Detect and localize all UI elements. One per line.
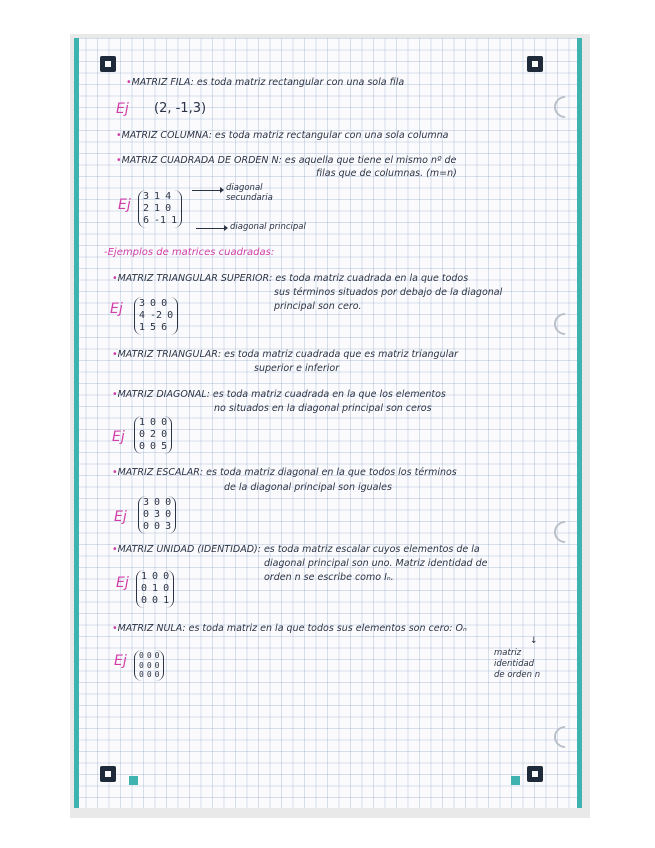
arrow-line <box>196 228 224 229</box>
nula-note-line1: matriz <box>494 648 522 658</box>
matrix-row: 0 1 0 <box>141 583 170 594</box>
matrix-row: 1 0 0 <box>139 417 168 428</box>
matrix-row: 3 0 0 <box>143 497 172 508</box>
matrix-row: 0 0 0 <box>139 660 160 670</box>
ej-label: Ej <box>112 429 125 445</box>
matriz-diagonal-example <box>134 416 172 454</box>
matriz-diagonal-definition: •MATRIZ DIAGONAL: es toda matriz cuadrada en la que los elementos <box>112 389 446 400</box>
matrix-row: 6 -1 1 <box>143 215 178 226</box>
matrix-row: 1 5 6 <box>139 322 168 333</box>
arrow-line <box>192 190 220 191</box>
matriz-escalar-example <box>138 496 176 534</box>
matriz-fila-example: (2, -1,3) <box>154 101 207 116</box>
matrix-row: 1 0 0 <box>141 571 170 582</box>
matriz-triangular-superior-definition: •MATRIZ TRIANGULAR SUPERIOR: es toda matriz cuadrada en la que todos <box>112 273 469 284</box>
matrix-row: 4 -2 0 <box>139 310 174 321</box>
teal-marker-bottom-left <box>129 776 138 785</box>
corner-marker-top-right <box>527 56 543 72</box>
matriz-fila-definition: •MATRIZ FILA: es toda matriz rectangular con una sola fila <box>126 77 405 88</box>
arrow-down-icon: ↓ <box>530 636 538 646</box>
ej-label: Ej <box>110 301 123 317</box>
matrix-row: 3 0 0 <box>139 298 168 309</box>
arrow-right-icon <box>220 187 224 193</box>
section-title: -Ejemplos de matrices cuadradas: <box>104 247 275 258</box>
corner-marker-bottom-right <box>527 766 543 782</box>
nula-note-line3: de orden n <box>494 670 541 680</box>
matriz-nula-example <box>134 650 164 681</box>
matrix-row: 0 0 5 <box>139 441 168 452</box>
matrix-row: 3 1 4 <box>143 191 172 202</box>
matrix-row: 0 0 0 <box>139 670 160 679</box>
matriz-unidad-line3: orden n se escribe como Iₙ. <box>264 572 394 583</box>
binder-ring-icon <box>549 721 580 752</box>
matrix-row: 0 3 0 <box>143 509 172 520</box>
diagonal-principal-label: diagonal principal <box>230 222 306 232</box>
corner-marker-bottom-left <box>100 766 116 782</box>
matriz-unidad-definition: •MATRIZ UNIDAD (IDENTIDAD): es toda matriz escalar cuyos elementos de la <box>112 544 480 555</box>
matrix-row: 0 2 0 <box>139 429 168 440</box>
ej-label: Ej <box>116 101 129 117</box>
matriz-unidad-line2: diagonal principal son uno. Matriz identidad de <box>264 558 488 569</box>
matriz-cuadrada-definition: •MATRIZ CUADRADA DE ORDEN N: es aquella que tiene el mismo nº de <box>116 155 457 166</box>
ej-label: Ej <box>116 575 129 591</box>
nula-note-line2: identidad <box>494 659 535 669</box>
matrix-row: 0 0 1 <box>141 595 170 606</box>
notebook-page <box>74 38 582 808</box>
matriz-triangular-superior-line2: sus términos situados por debajo de la diagonal <box>274 287 503 298</box>
binder-ring-icon <box>549 91 580 122</box>
matrix-row: 2 1 0 <box>143 203 172 214</box>
ej-label: Ej <box>118 197 131 213</box>
binder-ring-icon <box>549 516 580 547</box>
matriz-triangular-superior-line3: principal son cero. <box>274 301 362 312</box>
binder-ring-icon <box>549 308 580 339</box>
matriz-triangular-definition: •MATRIZ TRIANGULAR: es toda matriz cuadrada que es matriz triangular <box>112 349 458 360</box>
matriz-columna-definition: •MATRIZ COLUMNA: es toda matriz rectangular con una sola columna <box>116 130 449 141</box>
matrix-row: 0 0 3 <box>143 521 172 532</box>
diagonal-secundaria-label: diagonal secundaria <box>226 183 273 203</box>
matriz-nula-definition: •MATRIZ NULA: es toda matriz en la que todos sus elementos son cero: Oₙ <box>112 623 467 634</box>
matriz-triangular-superior-example <box>134 297 178 335</box>
matrix-row: 0 0 0 <box>139 651 160 660</box>
matriz-diagonal-line2: no situados en la diagonal principal son ceros <box>214 403 432 414</box>
corner-marker-top-left <box>100 56 116 72</box>
ej-label: Ej <box>114 653 127 669</box>
arrow-right-icon <box>224 225 228 231</box>
matriz-escalar-definition: •MATRIZ ESCALAR: es toda matriz diagonal en la que todos los términos <box>112 467 457 478</box>
matriz-escalar-line2: de la diagonal principal son iguales <box>224 482 392 493</box>
matriz-unidad-example <box>136 570 174 608</box>
teal-edge-right <box>577 38 582 808</box>
matriz-cuadrada-definition-line2: filas que de columnas. (m=n) <box>316 168 457 179</box>
matriz-triangular-line2: superior e inferior <box>254 363 340 374</box>
teal-marker-bottom-right <box>511 776 520 785</box>
ej-label: Ej <box>114 509 127 525</box>
teal-edge-left <box>74 38 79 808</box>
matriz-cuadrada-example <box>138 190 182 228</box>
